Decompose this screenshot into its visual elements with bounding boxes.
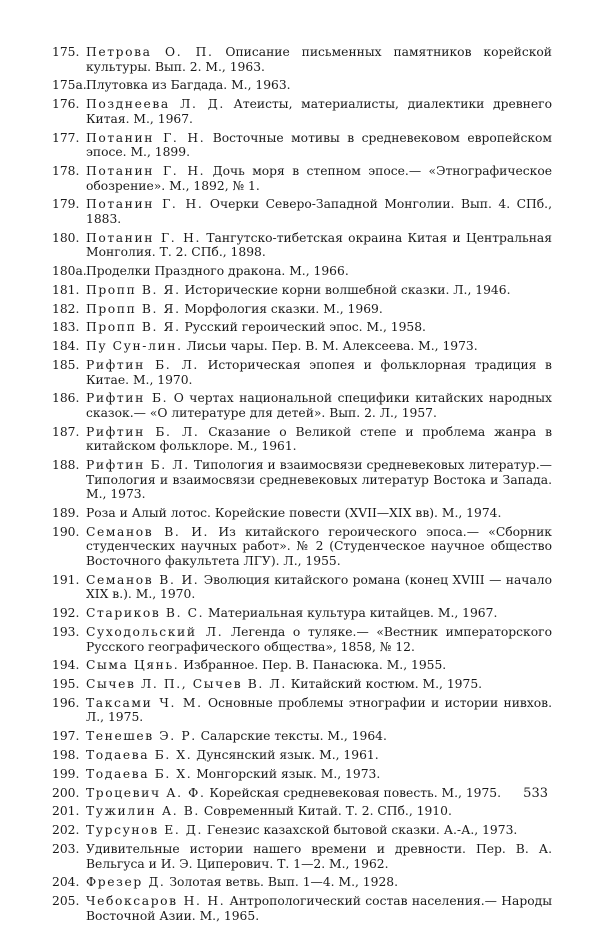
reference-author: Стариков В. С. [86, 606, 205, 621]
reference-text: Удивительные истории нашего времени и древности. Пер. В. А. Вельгуса и И. Э. Циперович. Т. 1—2. М., 1962. [86, 841, 552, 871]
reference-author: Сычев Л. П., Сычев В. Л. [86, 677, 287, 692]
reference-entry [52, 729, 552, 744]
reference-text: Современный Китай. Т. 2. СПб., 1910. [203, 804, 452, 819]
reference-entry [52, 842, 552, 871]
reference-entry [52, 804, 552, 819]
reference-entry [52, 358, 552, 387]
reference-text: Восточные мотивы в средневековом европейском эпосе. М., 1899. [86, 130, 553, 160]
reference-author: Пу Сун-лин. [86, 339, 183, 354]
reference-entry [52, 767, 552, 782]
reference-text: Морфология сказки. М., 1969. [184, 301, 383, 316]
reference-entry [52, 78, 552, 93]
reference-author: Сыма Цянь. [86, 658, 180, 673]
reference-text: Лисьи чары. Пер. В. М. Алексеева. М., 1973. [186, 339, 478, 354]
reference-text: Плутовка из Багдада. М., 1963. [86, 78, 291, 93]
reference-author: Семанов В. И. [86, 524, 210, 539]
reference-author: Рифтин Б. Л. [86, 458, 190, 473]
reference-number: 182. [52, 301, 80, 316]
reference-author: Потанин Г. Н. [86, 230, 202, 245]
reference-author: Рифтин Б. Л. [86, 357, 199, 372]
reference-author: Пропп В. Я. [86, 282, 181, 297]
reference-text: Атеисты, материалисты, диалектики древнего Китая. М., 1967. [86, 97, 552, 126]
reference-number: 196. [52, 695, 80, 710]
reference-text: Эволюция китайского романа (конец XVIII — начало XIX в.). М., 1970. [86, 572, 552, 602]
reference-entry [52, 458, 552, 502]
reference-list [52, 45, 552, 927]
reference-number: 189. [52, 506, 80, 521]
reference-text: Проделки Праздного дракона. М., 1966. [86, 264, 349, 279]
reference-text: Историческая эпопея и фольклорная традиция в Китае. М., 1970. [86, 357, 552, 387]
reference-text: Из китайского героического эпоса.— «Сборник студенческих научных работ». № 2 (Студенческое научное общество Восточного факультета ЛГУ). Л., 1955. [86, 524, 552, 568]
reference-entry [52, 197, 552, 226]
reference-entry [52, 658, 552, 673]
reference-entry [52, 302, 552, 317]
reference-entry [52, 97, 552, 126]
reference-text: Роза и Алый лотос. Корейские повести (XVII—XIX вв). М., 1974. [86, 506, 502, 521]
reference-number: 183. [52, 320, 80, 335]
reference-number: 176. [52, 97, 80, 112]
reference-author: Тенешев Э. Р. [86, 729, 197, 744]
reference-text: Дочь моря в степном эпосе.— «Этнографическое обозрение». М., 1892, № 1. [86, 163, 553, 193]
reference-author: Суходольский Л. [86, 624, 224, 639]
reference-number: 200. [52, 785, 80, 800]
reference-number: 179. [52, 197, 80, 212]
reference-entry [52, 748, 552, 763]
reference-author: Рифтин Б. Л. [86, 424, 200, 439]
reference-text: Исторические корни волшебной сказки. Л., 1946. [184, 282, 511, 297]
reference-number: 195. [52, 677, 80, 692]
reference-number: 205. [52, 894, 80, 909]
reference-entry [52, 283, 552, 298]
reference-text: Китайский костюм. М., 1975. [290, 677, 483, 692]
reference-number: 180а. [52, 264, 87, 279]
reference-number: 194. [52, 658, 80, 673]
reference-number: 204. [52, 875, 80, 890]
reference-author: Позднеева Л. Д. [86, 97, 225, 112]
reference-entry [52, 164, 552, 193]
reference-number: 203. [52, 841, 80, 856]
reference-text: Очерки Северо-Западной Монголии. Вып. 4. СПб., 1883. [86, 197, 552, 226]
reference-text: Дунсянский язык. М., 1961. [196, 748, 379, 763]
reference-entry [52, 231, 552, 260]
reference-number: 186. [52, 391, 80, 406]
reference-text: Саларские тексты. М., 1964. [200, 729, 387, 744]
reference-text: Легенда о туляке.— «Вестник императорского Русского географического общества», 1858, № 12. [86, 624, 552, 654]
reference-number: 184. [52, 339, 80, 354]
reference-entry [52, 525, 552, 569]
reference-text: Монгорский язык. М., 1973. [196, 766, 381, 781]
reference-number: 185. [52, 357, 80, 372]
reference-entry [52, 823, 552, 838]
reference-author: Пропп В. Я. [86, 320, 181, 335]
reference-text: Генезис казахской бытовой сказки. А.-А., 1973. [206, 823, 518, 838]
reference-author: Семанов В. И. [86, 572, 200, 587]
reference-author: Рифтин Б. [86, 391, 169, 406]
reference-entry [52, 606, 552, 621]
reference-number: 192. [52, 606, 80, 621]
reference-number: 181. [52, 282, 80, 297]
reference-entry [52, 696, 552, 725]
reference-author: Фрезер Д. [86, 875, 166, 890]
reference-text: Золотая ветвь. Вып. 1—4. М., 1928. [169, 875, 398, 890]
reference-author: Тодаева Б. Х. [86, 766, 193, 781]
reference-text: Антропологический состав населения.— Народы Восточной Азии. М., 1965. [86, 894, 552, 923]
reference-number: 201. [52, 804, 80, 819]
reference-text: Избранное. Пер. В. Панасюка. М., 1955. [183, 658, 447, 673]
reference-number: 190. [52, 524, 80, 539]
reference-entry [52, 786, 552, 801]
reference-text: Русский героический эпос. М., 1958. [184, 320, 426, 335]
reference-number: 177. [52, 130, 80, 145]
reference-text: Тангутско-тибетская окраина Китая и Центральная Монголия. Т. 2. СПб., 1898. [86, 230, 552, 260]
reference-entry [52, 573, 552, 602]
reference-number: 175. [52, 45, 80, 59]
reference-entry [52, 264, 552, 279]
reference-number: 191. [52, 572, 80, 587]
reference-text: Корейская средневековая повесть. М., 1975. [209, 785, 502, 800]
reference-entry [52, 677, 552, 692]
reference-entry [52, 625, 552, 654]
reference-entry [52, 391, 552, 420]
reference-author: Тужилин А. В. [86, 804, 200, 819]
reference-author: Потанин Г. Н. [86, 163, 206, 178]
reference-entry [52, 506, 552, 521]
reference-entry [52, 131, 552, 160]
reference-author: Турсунов Е. Д. [86, 823, 203, 838]
reference-number: 193. [52, 624, 80, 639]
reference-text: Типология и взаимосвязи средневековых литератур.— Типология и взаимосвязи средневековых литератур Востока и Запада. М., 1973. [86, 458, 552, 502]
reference-number: 202. [52, 823, 80, 838]
reference-number: 187. [52, 424, 80, 439]
reference-number: 175а. [52, 78, 87, 93]
reference-number: 178. [52, 163, 80, 178]
reference-author: Чебоксаров Н. Н. [86, 894, 226, 909]
reference-author: Таксами Ч. М. [86, 695, 203, 710]
reference-author: Троцевич А. Ф. [86, 785, 206, 800]
reference-text: Сказание о Великой степе и проблема жанра в китайском фольклоре. М., 1961. [86, 424, 552, 454]
reference-number: 180. [52, 230, 80, 245]
reference-author: Пропп В. Я. [86, 301, 181, 316]
reference-entry [52, 320, 552, 335]
reference-entry [52, 875, 552, 890]
reference-text: Основные проблемы этнографии и истории нивхов. Л., 1975. [86, 695, 552, 725]
page-number: 533 [523, 786, 548, 801]
reference-text: О чертах национальной специфики китайских народных сказок.— «О литературе для детей». Вып. 2. Л., 1957. [86, 391, 552, 420]
reference-author: Петрова О. П. [86, 45, 214, 59]
reference-author: Потанин Г. Н. [86, 197, 204, 212]
reference-entry [52, 45, 552, 74]
reference-entry [52, 425, 552, 454]
reference-author: Тодаева Б. Х. [86, 748, 193, 763]
reference-number: 188. [52, 458, 80, 473]
reference-entry [52, 339, 552, 354]
reference-text: Описание письменных памятников корейской культуры. Вып. 2. М., 1963. [86, 45, 552, 74]
reference-author: Потанин Г. Н. [86, 130, 206, 145]
reference-number: 197. [52, 729, 80, 744]
reference-text: Материальная культура китайцев. М., 1967. [208, 606, 498, 621]
reference-entry [52, 894, 552, 923]
reference-number: 199. [52, 766, 80, 781]
reference-number: 198. [52, 748, 80, 763]
